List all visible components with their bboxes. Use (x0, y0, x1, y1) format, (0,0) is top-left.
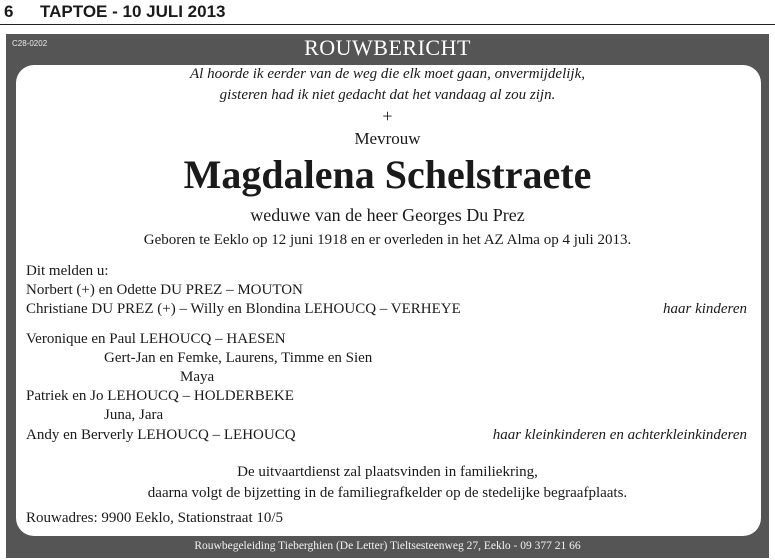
funeral-director-footer: Rouwbegeleiding Tieberghien (De Letter) Tieltsesteenweg 27, Eeklo - 09 377 21 66 (194, 540, 581, 552)
grandchild-line: Maya (180, 369, 215, 385)
ad-code: C28-0202 (12, 39, 48, 48)
grandchild-line: Juna, Jara (104, 407, 164, 423)
header-rule (0, 24, 775, 25)
announce-intro: Dit melden u: (26, 263, 109, 279)
grandchild-line: Patriek en Jo LEHOUCQ – HOLDERBEKE (26, 388, 294, 404)
grandchildren-label: haar kleinkinderen en achterkleinkinderen (492, 427, 747, 443)
cross-symbol: + (382, 106, 393, 126)
children-label: haar kinderen (662, 301, 747, 317)
birth-death-line: Geboren te Eeklo op 12 juni 1918 en er overleden in het AZ Alma op 4 juli 2013. (143, 232, 632, 248)
notice-heading: ROUWBERICHT (304, 35, 471, 60)
mourning-address: Rouwadres: 9900 Eeklo, Stationstraat 10/5 (26, 510, 284, 526)
grandchild-line: Gert-Jan en Femke, Laurens, Timme en Sien (104, 350, 373, 366)
widow-line: weduwe van de heer Georges Du Prez (250, 205, 525, 225)
service-line-1: De uitvaartdienst zal plaatsvinden in familiekring, (237, 464, 538, 480)
newspaper-title: TAPTOE - 10 JULI 2013 (40, 2, 226, 21)
service-line-2: daarna volgt de bijzetting in de familiegrafkelder op de stedelijke begraafplaats. (147, 485, 628, 501)
page-number: 6 (4, 2, 14, 21)
child-line: Christiane DU PREZ (+) – Willy en Blondina LEHOUCQ – VERHEYE (26, 301, 461, 317)
grandchild-line: Veronique en Paul LEHOUCQ – HAESEN (26, 331, 286, 347)
quote-line-1: Al hoorde ik eerder van de weg die elk moet gaan, onvermijdelijk, (189, 66, 586, 82)
deceased-name: Magdalena Schelstraete (183, 152, 592, 197)
page-header (0, 0, 775, 26)
quote-line-2: gisteren had ik niet gedacht dat het vandaag al zou zijn. (219, 87, 556, 103)
child-line: Norbert (+) en Odette DU PREZ – MOUTON (26, 282, 303, 298)
salutation: Mevrouw (354, 129, 421, 148)
grandchild-line: Andy en Berverly LEHOUCQ – LEHOUCQ (26, 427, 296, 443)
